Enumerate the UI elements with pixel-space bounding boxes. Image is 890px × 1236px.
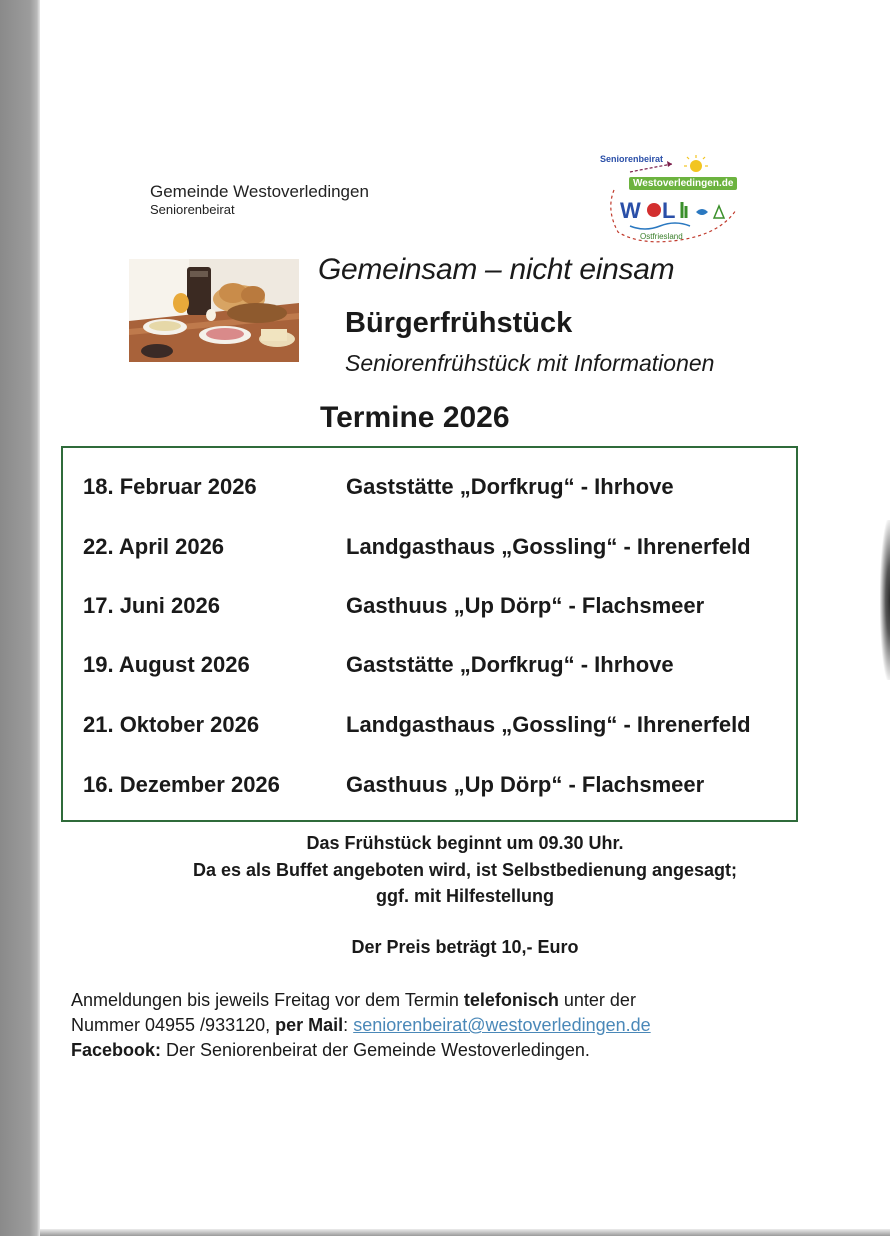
breakfast-image (129, 259, 299, 362)
date-cell: 18. Februar 2026 (83, 474, 257, 499)
venue-cell: Gasthuus „Up Dörp“ - Flachsmeer (346, 772, 705, 797)
slogan: Gemeinsam – nicht einsam (318, 253, 675, 286)
scan-shadow-edge (0, 0, 40, 1236)
date-row (63, 534, 796, 564)
venue-cell: Landgasthaus „Gossling“ - Ihrenerfeld (346, 534, 751, 559)
date-row (63, 593, 796, 623)
date-cell: 19. August 2026 (83, 652, 250, 677)
date-cell: 21. Oktober 2026 (83, 712, 260, 737)
contact-block (71, 988, 651, 1063)
logo-top-label: Seniorenbeirat (600, 154, 664, 164)
contact-text: Anmeldungen bis jeweils Freitag vor dem Termin (71, 990, 464, 1010)
organization-header (150, 182, 369, 218)
contact-line-3 (71, 1038, 651, 1063)
date-row (63, 474, 796, 504)
info-buffet: Da es als Buffet angeboten wird, ist Selbstbedienung angesagt; (192, 860, 738, 880)
seniorenbeirat-logo (600, 150, 748, 250)
svg-text:L: L (662, 198, 676, 223)
contact-line-1 (71, 988, 651, 1013)
logo-bottom-label: Ostfriesland (640, 232, 683, 241)
venue-cell: Landgasthaus „Gossling“ - Ihrenerfeld (346, 712, 751, 737)
contact-text: unter der (558, 990, 636, 1010)
facebook-label: Facebook: (71, 1040, 162, 1060)
org-name: Gemeinde Westoverledingen (150, 182, 369, 201)
dates-table (61, 446, 798, 822)
contact-phone-number: Nummer 04955 /933120, (71, 1015, 276, 1035)
venue-cell: Gasthuus „Up Dörp“ - Flachsmeer (346, 593, 705, 618)
scan-bottom-edge (40, 1229, 890, 1236)
date-row (63, 652, 796, 682)
info-price: Der Preis beträgt 10,- Euro (351, 937, 579, 957)
contact-line-2 (71, 1013, 651, 1038)
binder-clip-shadow (880, 520, 890, 680)
facebook-text: Der Seniorenbeirat der Gemeinde Westoverledingen. (161, 1040, 590, 1060)
contact-bold-mail: per Mail (275, 1015, 344, 1035)
org-subtitle: Seniorenbeirat (150, 202, 235, 217)
contact-text: : (343, 1015, 354, 1035)
venue-cell: Gaststätte „Dorfkrug“ - Ihrhove (346, 652, 674, 677)
breakfast-photo (129, 259, 299, 362)
email-link[interactable]: seniorenbeirat@westoverledingen.de (353, 1015, 651, 1035)
contact-bold-phone: telefonisch (463, 990, 559, 1010)
dates-heading: Termine 2026 (320, 401, 510, 434)
date-cell: 22. April 2026 (83, 534, 225, 559)
info-assistance: ggf. mit Hilfestellung (376, 886, 554, 906)
event-subtitle: Seniorenfrühstück mit Informationen (345, 350, 715, 376)
event-title: Bürgerfrühstück (345, 307, 573, 339)
venue-cell: Gaststätte „Dorfkrug“ - Ihrhove (346, 474, 674, 499)
date-cell: 17. Juni 2026 (83, 593, 220, 618)
date-cell: 16. Dezember 2026 (83, 772, 280, 797)
logo-banner: Westoverledingen.de (629, 177, 737, 190)
date-row (63, 712, 796, 742)
date-row (63, 772, 796, 802)
info-start-time: Das Frühstück beginnt um 09.30 Uhr. (306, 833, 624, 853)
svg-text:W: W (620, 198, 640, 223)
